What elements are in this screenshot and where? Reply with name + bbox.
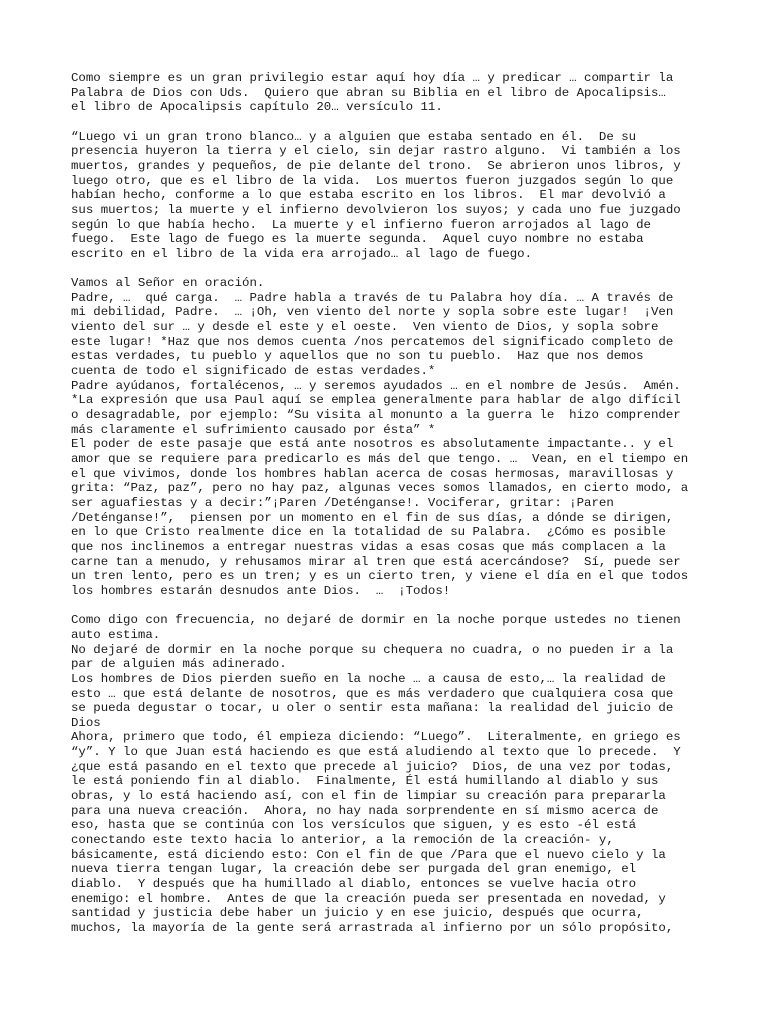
paragraph-gap (71, 599, 711, 614)
paragraph-gap (71, 115, 711, 130)
document-body (71, 71, 711, 936)
paragraph-gap (71, 262, 711, 277)
paragraph-intro: Como siempre es un gran privilegio estar aquí hoy día … y predicar … compartir la Palabra de Dios con Uds. Quiero que abran su Biblia en el libro de Apocalipsis… el libro de Apocalipsis capítulo 20… versículo 11. (71, 71, 674, 115)
paragraph-sermon: Como digo con frecuencia, no dejaré de dormir en la noche porque ustedes no tienen auto estima. No dejaré de dormir en la noche porque su chequera no cuadra, o no pueden ir a la par de alguien más adinerado. Los hombres de Dios pierden sueño en la noche … a causa de esto,… la realidad de esto … que está delante de nosotros, que es más verdadero que cualquiera cosa que se pueda degustar o tocar, u oler o sentir esta mañana: la realidad del juicio de Dios Ahora, primero que todo, él empieza diciendo: “Luego”. Literalmente, en griego es “y”. Y lo que Juan está haciendo es que está aludiendo al texto que lo precede. Y ¿que está pasando en el texto que precede al juicio? Dios, de una vez por todas, le está poniendo fin al diablo. Finalmente, Él está humillando al diablo y sus obras, y lo está haciendo así, con el fin de limpiar su creación para prepararla para una nueva creación. Ahora, no hay nada sorprendente en sí mismo acerca de eso, hasta que se continúa con los versículos que siguen, y es esto -él está conectando este texto hacia lo anterior, a la remoción de la creación- y, básicamente, está diciendo esto: Con el fin de que /Para que el nuevo cielo y la nueva tierra tengan lugar, la creación debe ser purgada del gran enemigo, el diablo. Y después que ha humillado al diablo, entonces se vuelve hacia otro enemigo: el hombre. Antes de que la creación pueda ser presentada en novedad, y santidad y justicia debe haber un juicio y en ese juicio, después que ocurra, muchos, la mayoría de la gente será arrastrada al infierno por un sólo propósito, (71, 613, 681, 936)
paragraph-scripture: “Luego vi un gran trono blanco… y a alguien que estaba sentado en él. De su presencia huyeron la tierra y el cielo, sin dejar rastro alguno. Vi también a los muertos, grandes y pequeños, de pie delante del trono. Se abrieron unos libros, y luego otro, que es el libro de la vida. Los muertos fueron juzgados según lo que habían hecho, conforme a lo que estaba escrito en los libros. El mar devolvió a sus muertos; la muerte y el infierno devolvieron los suyos; y cada uno fue juzgado según lo que había hecho. La muerte y el infierno fueron arrojados al lago de fuego. Este lago de fuego es la muerte segunda. Aquel cuyo nombre no estaba escrito en el libro de la vida era arrojado… al lago de fuego. (71, 129, 681, 261)
paragraph-prayer: Vamos al Señor en oración. Padre, … qué carga. … Padre habla a través de tu Palabra hoy día. … A través de mi debilidad, Padre. … ¡Oh, ven viento del norte y sopla sobre este lugar! ¡Ven viento del sur … y desde el este y el oeste. Ven viento de Dios, y sopla sobre este lugar! *Haz que nos demos cuenta /nos percatemos del significado completo de estas verdades, tu pueblo y aquellos que no son tu pueblo. Haz que nos demos cuenta de todo el significado de estas verdades.* Padre ayúdanos, fortalécenos, … y seremos ayudados … en el nombre de Jesús. Amén. *La expresión que usa Paul aquí se emplea generalmente para hablar de algo difícil o desagradable, por ejemplo: “Su visita al monunto a la guerra le hizo comprender más claramente el sufrimiento causado por ésta” * El poder de este pasaje que está ante nosotros es absolutamente impactante.. y el amor que se requiere para predicarlo es más del que tengo. … Vean, en el tiempo en el que vivimos, donde los hombres hablan acerca de cosas hermosas, maravillosas y grita: “Paz, paz”, pero no hay paz, algunas veces somos llamados, en cierto modo, a ser aguafiestas y a decir:”¡Paren /Deténganse!. Vociferar, gritar: ¡Paren /Deténganse!”, piensen por un momento en el fin de sus días, a dónde se dirigen, en lo que Cristo realmente dice en la totalidad de su Palabra. ¿Cómo es posible que nos inclinemos a entregar nuestras vidas a esas cosas que más complacen a la carne tan a menudo, y rehusamos mirar al tren que está acercándose? Sí, puede ser un tren lento, pero es un tren; y es un cierto tren, y viene el día en el que todos los hombres estarán desnudos ante Dios. … ¡Todos! (71, 276, 689, 598)
